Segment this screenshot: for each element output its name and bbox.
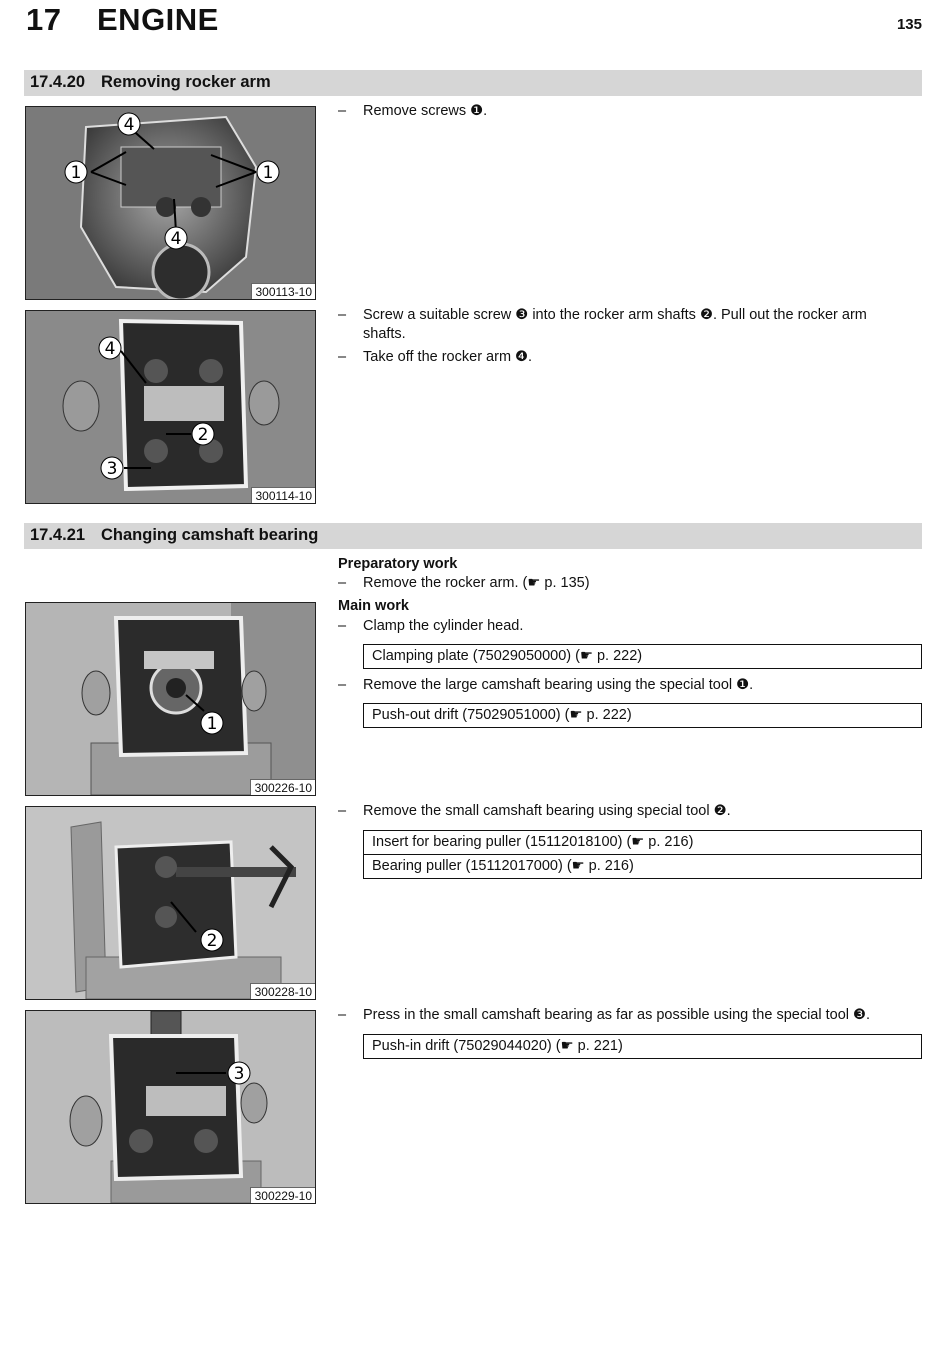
chapter-number: 17 [26,2,62,37]
tool-box-push-out-drift [363,703,922,728]
step-text: Take off the rocker arm ❹. [363,349,533,365]
bullet-dash: – [338,1007,347,1023]
step-text: Remove the large camshaft bearing using the special tool ❶. [363,677,754,693]
page-number: 135 [896,16,922,33]
tool-row: Clamping plate (75029050000) (☛ p. 222) [372,648,643,664]
photo-code: 300114-10 [251,487,316,503]
photo-cylinder-head-screws [25,106,316,300]
step-remove-small-bearing [338,802,908,821]
preparatory-work-heading: Preparatory work [338,556,458,572]
section-number: 17.4.20 [30,73,86,91]
callout-2: 2 [206,931,218,951]
section-title: Removing rocker arm [101,73,271,91]
main-work-heading: Main work [338,598,409,614]
photo-push-in-drift [25,1010,316,1204]
callout-4: 4 [170,229,182,249]
bullet-dash: – [338,677,347,693]
tool-row: Bearing puller (15112017000) (☛ p. 216) [364,854,921,878]
callout-2: 2 [197,425,209,445]
callout-4: 4 [123,115,135,135]
section-number: 17.4.21 [30,526,86,544]
bullet-dash: – [338,803,347,819]
step-text: Screw a suitable screw ❸ into the rocker arm shafts ❷. Pull out the rocker arm shafts. [363,307,867,342]
tool-box-push-in-drift [363,1034,922,1059]
callout-1: 1 [262,163,274,183]
bullet-dash: – [338,575,347,591]
photo-code: 300229-10 [250,1187,315,1203]
callout-1: 1 [70,163,82,183]
section-title: Changing camshaft bearing [101,526,319,544]
photo-code: 300226-10 [250,779,315,795]
step-prep-remove-rocker-arm [338,574,908,593]
photo-large-camshaft-bearing [25,602,316,796]
tool-box-clamping-plate [363,644,922,669]
step-text: Remove screws ❶. [363,103,488,119]
chapter-title: ENGINE [97,2,219,37]
callout-4: 4 [104,339,116,359]
step-screw-into-shafts [338,306,908,344]
step-remove-large-bearing [338,676,908,695]
section-header-removing-rocker-arm [24,70,922,96]
bullet-dash: – [338,103,347,119]
step-take-off-rocker-arm [338,348,908,367]
photo-code: 300113-10 [251,283,316,299]
photo-small-camshaft-bearing-puller [25,806,316,1000]
step-text: Remove the small camshaft bearing using special tool ❷. [363,803,731,819]
section-header-changing-camshaft-bearing [24,523,922,549]
tool-row: Push-out drift (75029051000) (☛ p. 222) [372,707,632,723]
callout-3: 3 [233,1064,245,1084]
tool-row: Push-in drift (75029044020) (☛ p. 221) [372,1038,623,1054]
callout-1: 1 [206,714,218,734]
step-text: Clamp the cylinder head. [363,618,524,634]
step-press-in-small-bearing [338,1006,908,1025]
photo-code: 300228-10 [250,983,315,999]
step-text: Press in the small camshaft bearing as far as possible using the special tool ❸. [363,1007,871,1023]
step-clamp-cylinder-head [338,617,908,636]
tool-box-bearing-puller [363,830,922,879]
step-remove-screws [338,102,908,121]
step-text: Remove the rocker arm. (☛ p. 135) [363,575,590,591]
bullet-dash: – [338,618,347,634]
photo-rocker-arm-shafts [25,310,316,504]
bullet-dash: – [338,349,347,365]
bullet-dash: – [338,307,347,323]
tool-row: Insert for bearing puller (15112018100) (☛ p. 216) [372,834,694,850]
callout-3: 3 [106,459,118,479]
